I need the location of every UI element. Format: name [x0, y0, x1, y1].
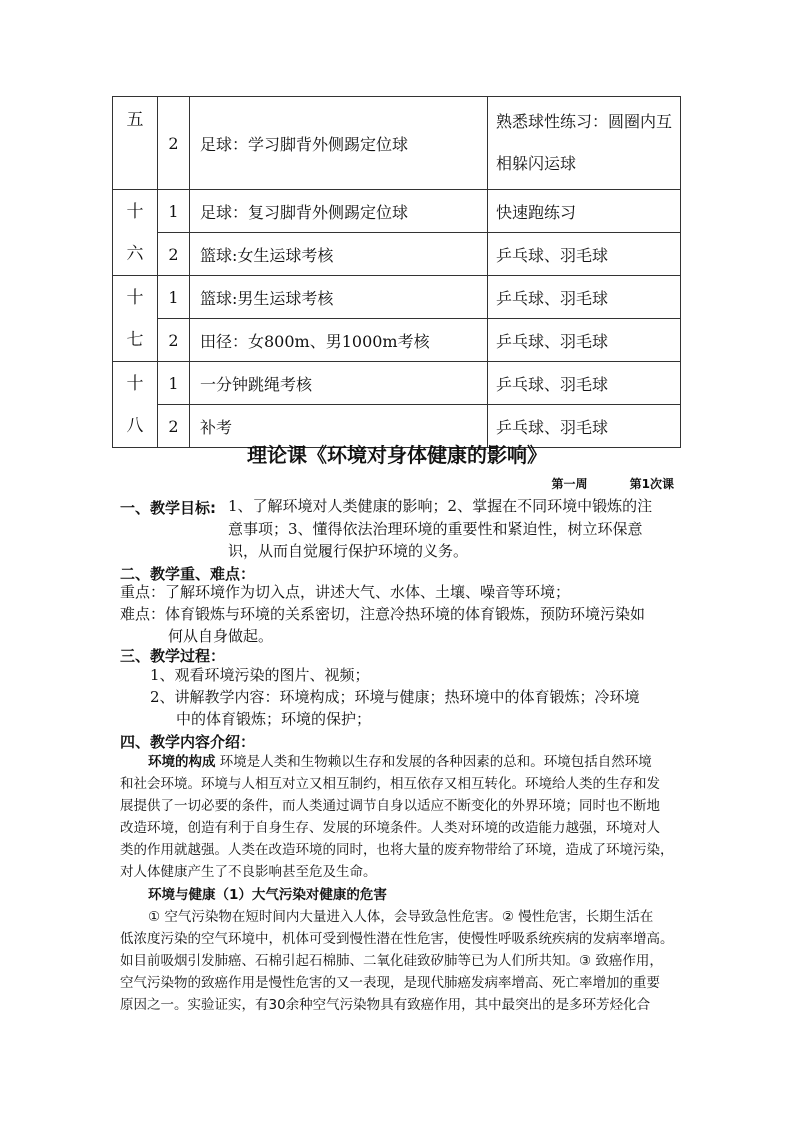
lesson-number: 1: [158, 190, 190, 233]
goals-line: 意事项；3、懂得依法治理环境的重要性和紧迫性，树立环保意: [228, 520, 643, 538]
content-cell: 补考: [190, 405, 488, 448]
content-cell: 篮球:女生运球考核: [190, 233, 488, 276]
table-row: [113, 233, 681, 276]
goals-line: 1、了解环境对人类健康的影响；2、掌握在不同环境中锻炼的注: [228, 497, 653, 515]
week-label: [113, 191, 157, 275]
key-point: 重点：了解环境作为切入点，讲述大气、水体、土壤、噪音等环境；: [120, 583, 571, 601]
lesson-number: 2: [158, 405, 190, 448]
content-cell: 田径：女800m、男1000m考核: [190, 319, 488, 362]
paragraph-line: 展提供了一切必要的条件，而人类通过调节自身以适应不断变化的外界环境；同时也不断地: [120, 798, 660, 814]
week-char: 十: [126, 373, 144, 394]
process-item: 1、观看环境污染的图片、视频；: [150, 666, 370, 684]
difficult-point: 何从自身做起。: [168, 627, 274, 645]
practice-cell: 乒乓球、羽毛球: [488, 233, 681, 276]
paragraph-line: ① 空气污染物在短时间内大量进入人体，会导致急性危害。② 慢性危害，长期生活在: [148, 909, 654, 925]
content-heading: 四、教学内容介绍：: [120, 733, 256, 751]
table-row: [113, 190, 681, 233]
lesson-number: 2: [158, 233, 190, 276]
paragraph-line: 改造环境，创造有利于自身生存、发展的环境条件。人类对环境的改造能力越强，环境对人: [120, 820, 660, 836]
process-heading: 三、教学过程：: [120, 647, 226, 665]
week-label: 第一周: [551, 477, 588, 491]
process-item: 中的体育锻炼；环境的保护；: [176, 710, 372, 728]
week-cell: [113, 190, 158, 276]
lesson-meta: [531, 475, 674, 492]
week-label: [113, 363, 157, 447]
practice-cell: 乒乓球、羽毛球: [488, 362, 681, 405]
env-label: 环境的构成: [148, 754, 216, 770]
practice-cell: 熟悉球性练习：圆圈内互相躲闪运球: [488, 97, 681, 190]
paragraph-line: [148, 751, 652, 773]
paragraph-line: 空气污染物的致癌作用是慢性危害的又一表现，是现代肺癌发病率增高、死亡率增加的重要: [120, 975, 660, 991]
practice-cell: 乒乓球、羽毛球: [488, 405, 681, 448]
table-row: [113, 97, 681, 190]
week-cell: [113, 276, 158, 362]
content-cell: 一分钟跳绳考核: [190, 362, 488, 405]
paragraph-line: 类的作用就越强。人类在改造环境的同时，也将大量的废弃物带给了环境，造成了环境污染，: [120, 842, 674, 858]
practice-cell: 快速跑练习: [488, 190, 681, 233]
keypoints-heading: 二、教学重、难点：: [120, 565, 256, 583]
session-label: 第1次课: [629, 477, 674, 491]
health-heading: 环境与健康（1）大气污染对健康的危害: [148, 887, 387, 903]
content-cell: 篮球:男生运球考核: [190, 276, 488, 319]
week-cell: 五: [113, 97, 158, 190]
lesson-number: 1: [158, 276, 190, 319]
lesson-number: 2: [158, 319, 190, 362]
paragraph-line: 和社会环境。环境与人相互对立又相互制约，相互依存又相互转化。环境给人类的生存和发: [120, 776, 660, 792]
table-row: [113, 319, 681, 362]
week-char: 十: [126, 287, 144, 308]
env-text: 环境是人类和生物赖以生存和发展的各种因素的总和。环境包括自然环境: [219, 754, 652, 770]
content-cell: 足球：复习脚背外侧踢定位球: [190, 190, 488, 233]
practice-cell: 乒乓球、羽毛球: [488, 319, 681, 362]
week-char: 八: [126, 415, 144, 436]
table-row: [113, 362, 681, 405]
practice-cell: 乒乓球、羽毛球: [488, 276, 681, 319]
lesson-number: 2: [158, 97, 190, 190]
paragraph-line: 对人体健康产生了不良影响甚至危及生命。: [120, 864, 377, 880]
week-char: 七: [126, 329, 144, 350]
week-label: [113, 277, 157, 361]
lesson-title: 理论课《环境对身体健康的影响》: [247, 443, 547, 467]
table-row: [113, 276, 681, 319]
paragraph-line: 如目前吸烟引发肺癌、石棉引起石棉肺、二氧化硅致矽肺等已为人们所共知。③ 致癌作用，: [120, 953, 663, 969]
process-item: 2、讲解教学内容：环境构成；环境与健康；热环境中的体育锻炼；冷环境: [150, 688, 640, 706]
week-char: 十: [126, 201, 144, 222]
paragraph-line: 原因之一。实验证实，有30余种空气污染物具有致癌作用，其中最突出的是多环芳烃化合: [120, 997, 651, 1013]
schedule-table: [112, 96, 681, 448]
week-cell: [113, 362, 158, 448]
paragraph-line: 低浓度污染的空气环境中，机体可受到慢性潜在性危害，使慢性呼吸系统疾病的发病率增高。: [120, 931, 674, 947]
lesson-number: 1: [158, 362, 190, 405]
week-char: 六: [126, 243, 144, 264]
goals-line: 识，从而自觉履行保护环境的义务。: [228, 542, 469, 560]
goals-heading: 一、教学目标:: [120, 499, 216, 517]
difficult-point: 难点：体育锻炼与环境的关系密切，注意冷热环境的体育锻炼，预防环境污染如: [120, 605, 646, 623]
content-cell: 足球：学习脚背外侧踢定位球: [190, 97, 488, 190]
